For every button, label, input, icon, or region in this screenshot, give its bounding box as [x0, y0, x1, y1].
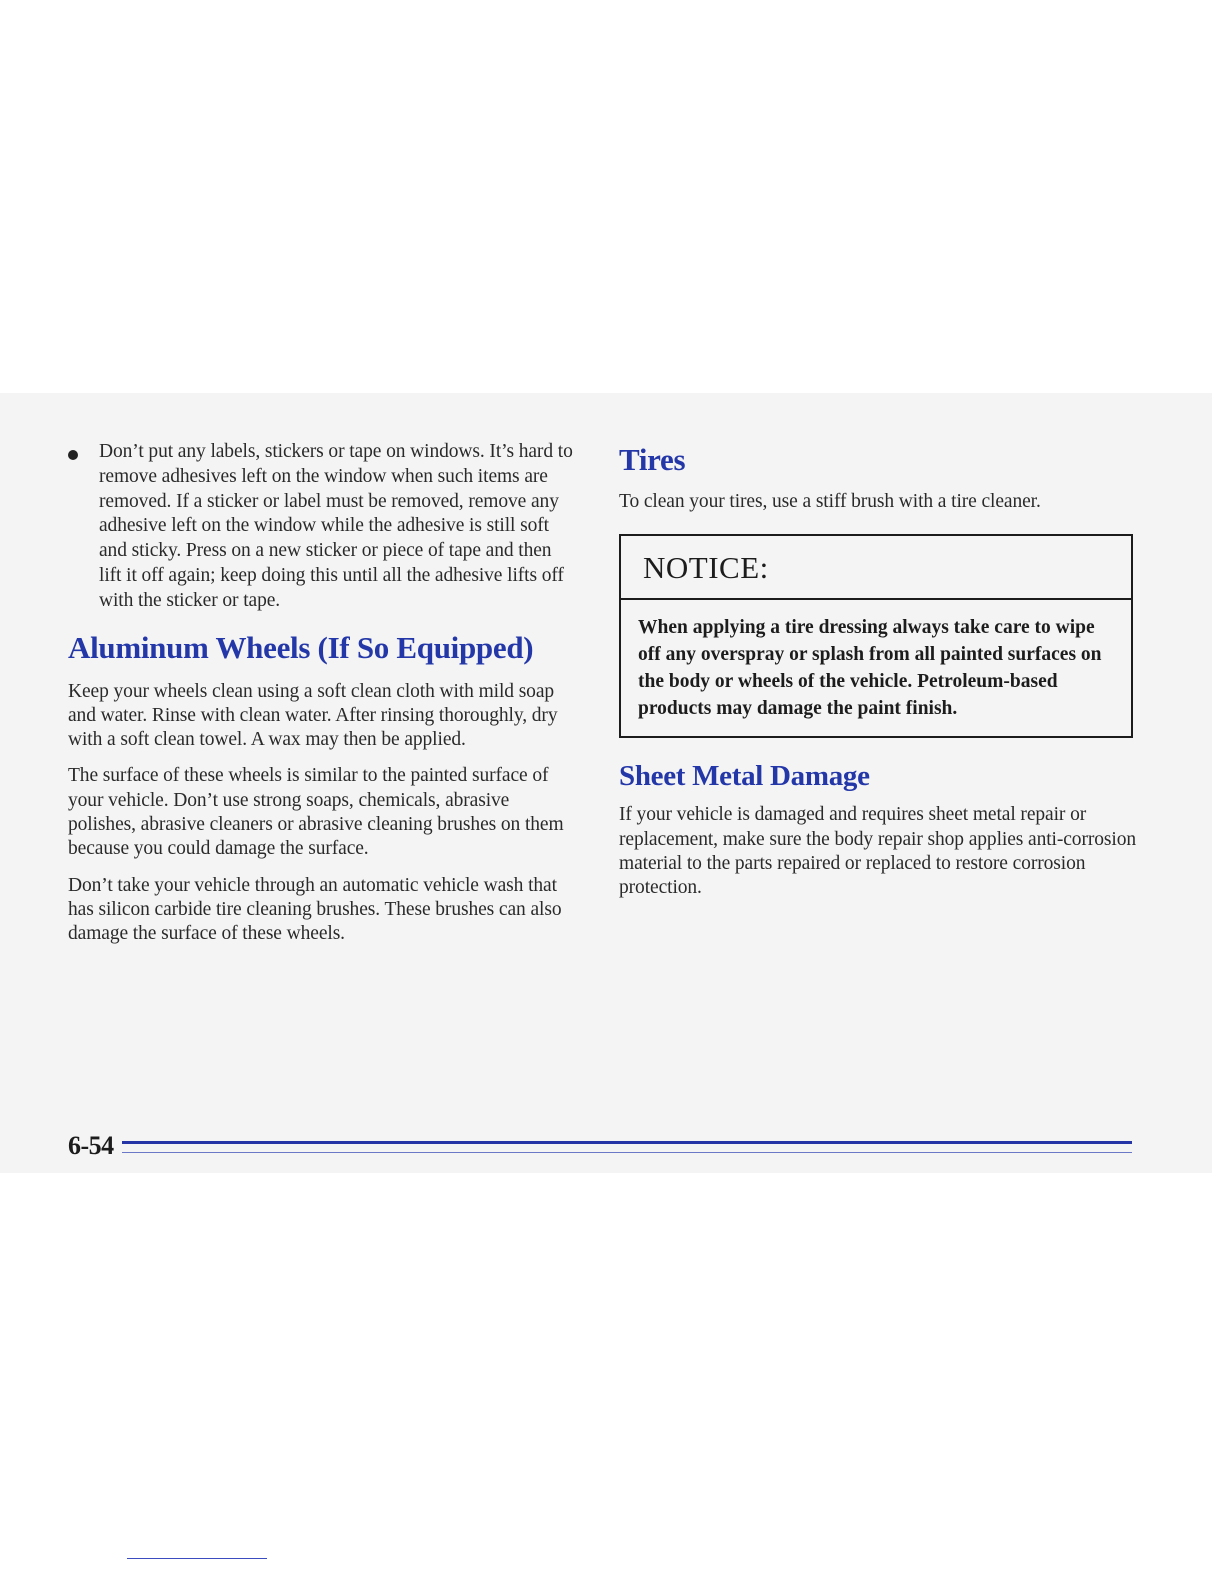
- aluminum-wheels-heading: Aluminum Wheels (If So Equipped): [68, 629, 534, 665]
- right-column: [619, 440, 1137, 912]
- left-column: [68, 440, 576, 959]
- page-footer: [68, 1131, 1132, 1165]
- bullet-item-windows: [68, 440, 576, 614]
- aluminum-paragraph-2: The surface of these wheels is similar to the painted surface of your vehicle. Don’t use strong soaps, chemicals, abrasive polishes, abrasive cleaners or abrasive cleaning brushes on them because you could damage the surface.: [68, 765, 564, 860]
- bottom-divider: [127, 1558, 267, 1559]
- notice-box: [619, 534, 1133, 738]
- notice-body: When applying a tire dressing always take care to wipe off any overspray or splash from all painted surfaces on the body or wheels of the vehicle. Petroleum-based products may damage the paint finish.: [638, 617, 1102, 720]
- bullet-text: Don’t put any labels, stickers or tape on windows. It’s hard to remove adhesives left on the window when such items are removed. If a sticker or label must be removed, remove any adhesive left on the window while the adhesive is still soft and sticky. Press on a new sticker or piece of tape and then lift it off again; keep doing this until all the adhesive lifts off with the sticker or tape.: [99, 441, 573, 611]
- aluminum-paragraph-1: Keep your wheels clean using a soft clean cloth with mild soap and water. Rinse with clean water. After rinsing thoroughly, dry with a soft clean towel. A wax may then be applied.: [68, 680, 558, 751]
- aluminum-paragraph-3: Don’t take your vehicle through an automatic vehicle wash that has silicon carbide tire cleaning brushes. These brushes can also damage the surface of these wheels.: [68, 874, 562, 945]
- sheet-metal-heading: Sheet Metal Damage: [619, 760, 870, 793]
- page-number: 6-54: [68, 1131, 114, 1160]
- footer-rule-thin: [122, 1152, 1132, 1153]
- sheet-metal-paragraph: If your vehicle is damaged and requires sheet metal repair or replacement, make sure the body repair shop applies anti-corrosion material to the parts repaired or replaced to restore corrosion protection.: [619, 804, 1137, 899]
- tires-paragraph: To clean your tires, use a stiff brush with a tire cleaner.: [619, 491, 1041, 512]
- tires-heading: Tires: [619, 442, 686, 477]
- notice-title: NOTICE:: [621, 536, 1131, 600]
- bullet-dot-icon: [68, 450, 78, 460]
- footer-rule-thick: [122, 1141, 1132, 1144]
